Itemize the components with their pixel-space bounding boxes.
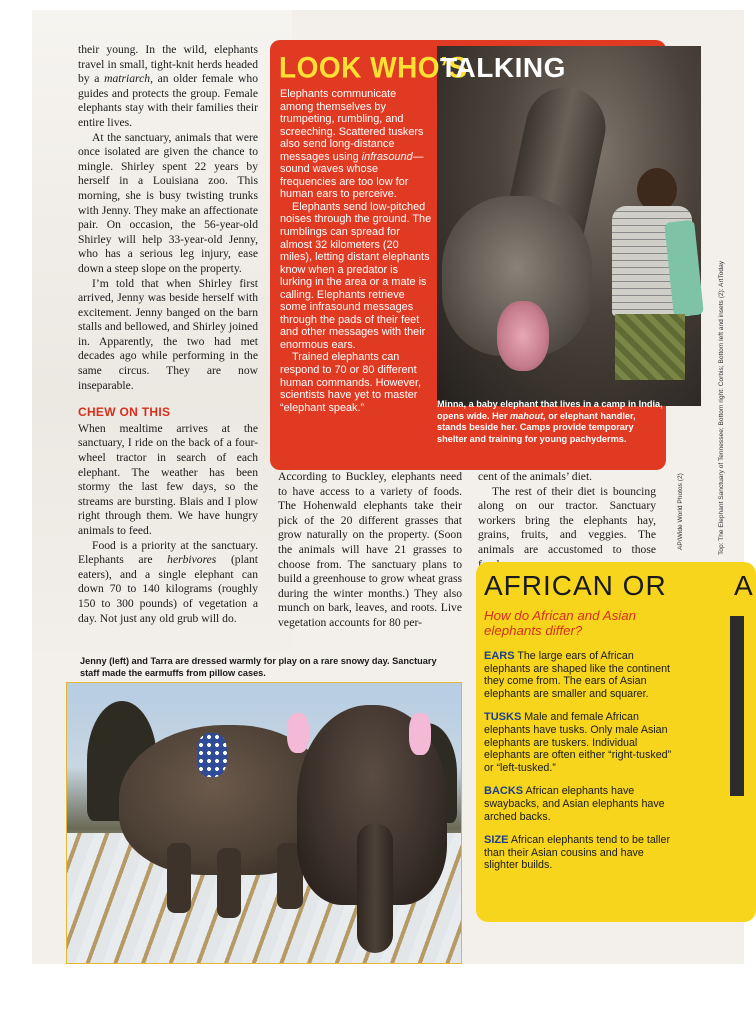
photo-caption-minna: Minna, a baby elephant that lives in a camp in India, opens wide. Her mahout, or elephant handler, stands beside her. Camps provide temporary shelter and training for young pachyderms. <box>437 399 663 444</box>
next-page-photo-edge <box>730 616 744 796</box>
comparison-key: BACKS <box>484 785 524 798</box>
sidebar-title-talking: TALKING <box>440 52 566 83</box>
mahout-wrap <box>615 314 685 380</box>
earmuff-pink-right <box>409 713 431 755</box>
paragraph-herds: their young. In the wild, elephants travel in small, tight-knit herds headed by a matriarch, an older female who guides and protects the group. Female elephants stay with their families their entire lives. <box>78 43 258 129</box>
sidebar-paragraph-commands: Trained elephants can respond to 70 or 80 different human commands. However, scientists have yet to master “elephant speak.” <box>280 351 422 414</box>
paragraph-sanctuary: At the sanctuary, animals that were once isolated are given the chance to mingle. Shirley spent 22 years by herself in a Louisiana zoo. This morning, she is busy twisting trunks with Jenny. They make an affectionate pair. On occasion, the 56-year-old Shirley will help 33-year-old Jenny, who has a serious leg injury, ease down a steep slope on the property. <box>78 130 258 275</box>
sidebar-subtitle: How do African and Asian elephants differ? <box>484 608 637 638</box>
term-infrasound: infrasound <box>361 150 413 163</box>
term-mahout: mahout, <box>510 410 546 421</box>
magazine-page <box>32 10 753 964</box>
paragraph-buckley: According to Buckley, elephants need to have access to a variety of foods. The Hohenwald elephants take their pick of the 20 different grasses that grow naturally on the property. (Soon the animals will have 21 grasses to choose from. The sanctuary plans to build a greenhouse to grow wheat grass during the winter months.) They also munch on bark, leaves, and roots. Live vegetation accounts for 80 per- <box>278 470 462 629</box>
photo-credit-sanctuary: Top: The Elephant Sanctuary of Tennessee; Bottom right: Corbis; Bottom left and insets (2): ArtToday <box>718 260 725 555</box>
paragraph-shirley: I’m told that when Shirley first arrived, Jenny was beside herself with excitement. Jenny banged on the barn stalls and bellowed, and Shirley joined in. Apparently, the two had met decades ago while performing in the same circus. They are now inseparable. <box>78 276 258 392</box>
sidebar-title-african: AFRICAN OR <box>484 570 667 601</box>
term-matriarch: matriarch, <box>104 72 153 86</box>
sidebar-paragraph-communicate: Elephants communicate among themselves by trumpeting, rumbling, and screeching. Scattered tuskers also send long-distance messages using infrasound—sound waves whose frequencies are too low for human ears to perceive. <box>280 88 424 201</box>
elephant-leg <box>217 848 241 918</box>
earmuff-pink-left <box>287 713 309 753</box>
comparison-list <box>484 650 680 883</box>
sidebar-title-look: LOOK WHO’S <box>279 51 468 84</box>
paragraph-tractor: The rest of their diet is bouncing along on our tractor. Sanctuary workers bring the elephants hay, grains, fruits, and veggies. The animals are accustomed to those <box>478 484 656 556</box>
sidebar-body <box>280 88 432 414</box>
elephant-mouth <box>497 301 549 371</box>
paragraph-food: Food is a priority at the sanctuary. Elephants are herbivores (plant eaters), and a single elephant can down 70 to 140 kilograms (roughly 150 to 300 pounds) of vegetation a day. Not just any old grub will do. <box>78 538 258 625</box>
photo-caption-jenny-tarra: Jenny (left) and Tarra are dressed warmly for play on a rare snowy day. Sanctuary staff made the earmuffs from pillow cases. <box>80 656 437 678</box>
comparison-key: SIZE <box>484 834 509 847</box>
comparison-key: TUSKS <box>484 711 522 724</box>
middle-column <box>278 470 462 631</box>
earmuff-blue <box>197 733 227 777</box>
paragraph-mealtime: When mealtime arrives at the sanctuary, I ride on the back of a four-wheel tractor in search of each elephant. The weather has been stormy the last few days, so the streams are bursting. Blais and I plow right through them. We have hungry animals to feed. <box>78 421 258 537</box>
comparison-ears: EARS The large ears of African elephants are shaped like the continent they come from. The ears of Asian elephants are smaller and squarer. <box>484 650 670 700</box>
sidebar-title-continued: A <box>734 570 753 601</box>
paragraph-diet-percent: cent of the animals’ diet. <box>478 470 593 483</box>
photo-credit-ap: AP/Wide World Photos (2) <box>677 473 684 550</box>
left-column <box>78 43 258 626</box>
comparison-tusks: TUSKS Male and female African elephants have tusks. Only male Asian elephants are tuskers. Individual elephants are often either “right-tusked” or “left-tusked.” <box>484 711 672 774</box>
elephant-trunk <box>357 823 393 953</box>
sidebar-paragraph-ground: Elephants send low-pitched noises through the ground. The rumblings can spread for almost 32 kilometers (20 miles), letting distant elephants know when a predator is lurking in the area or a mate is calling. Elephants retrieve some infrasound messages through the pads of their feet and other messages with their enormous ears. <box>280 200 432 351</box>
term-herbivores: herbivores <box>167 553 217 567</box>
comparison-backs: BACKS African elephants have swaybacks, and Asian elephants have arched backs. <box>484 785 665 823</box>
right-column <box>478 470 656 572</box>
comparison-size: SIZE African elephants tend to be taller than their Asian cousins and have slighter builds. <box>484 834 671 872</box>
section-heading-chew: CHEW ON THIS <box>78 405 171 420</box>
elephant-leg <box>167 843 191 913</box>
photo-baby-elephant-minna <box>437 46 701 406</box>
photo-jenny-and-tarra <box>66 682 462 964</box>
comparison-key: EARS <box>484 650 515 662</box>
